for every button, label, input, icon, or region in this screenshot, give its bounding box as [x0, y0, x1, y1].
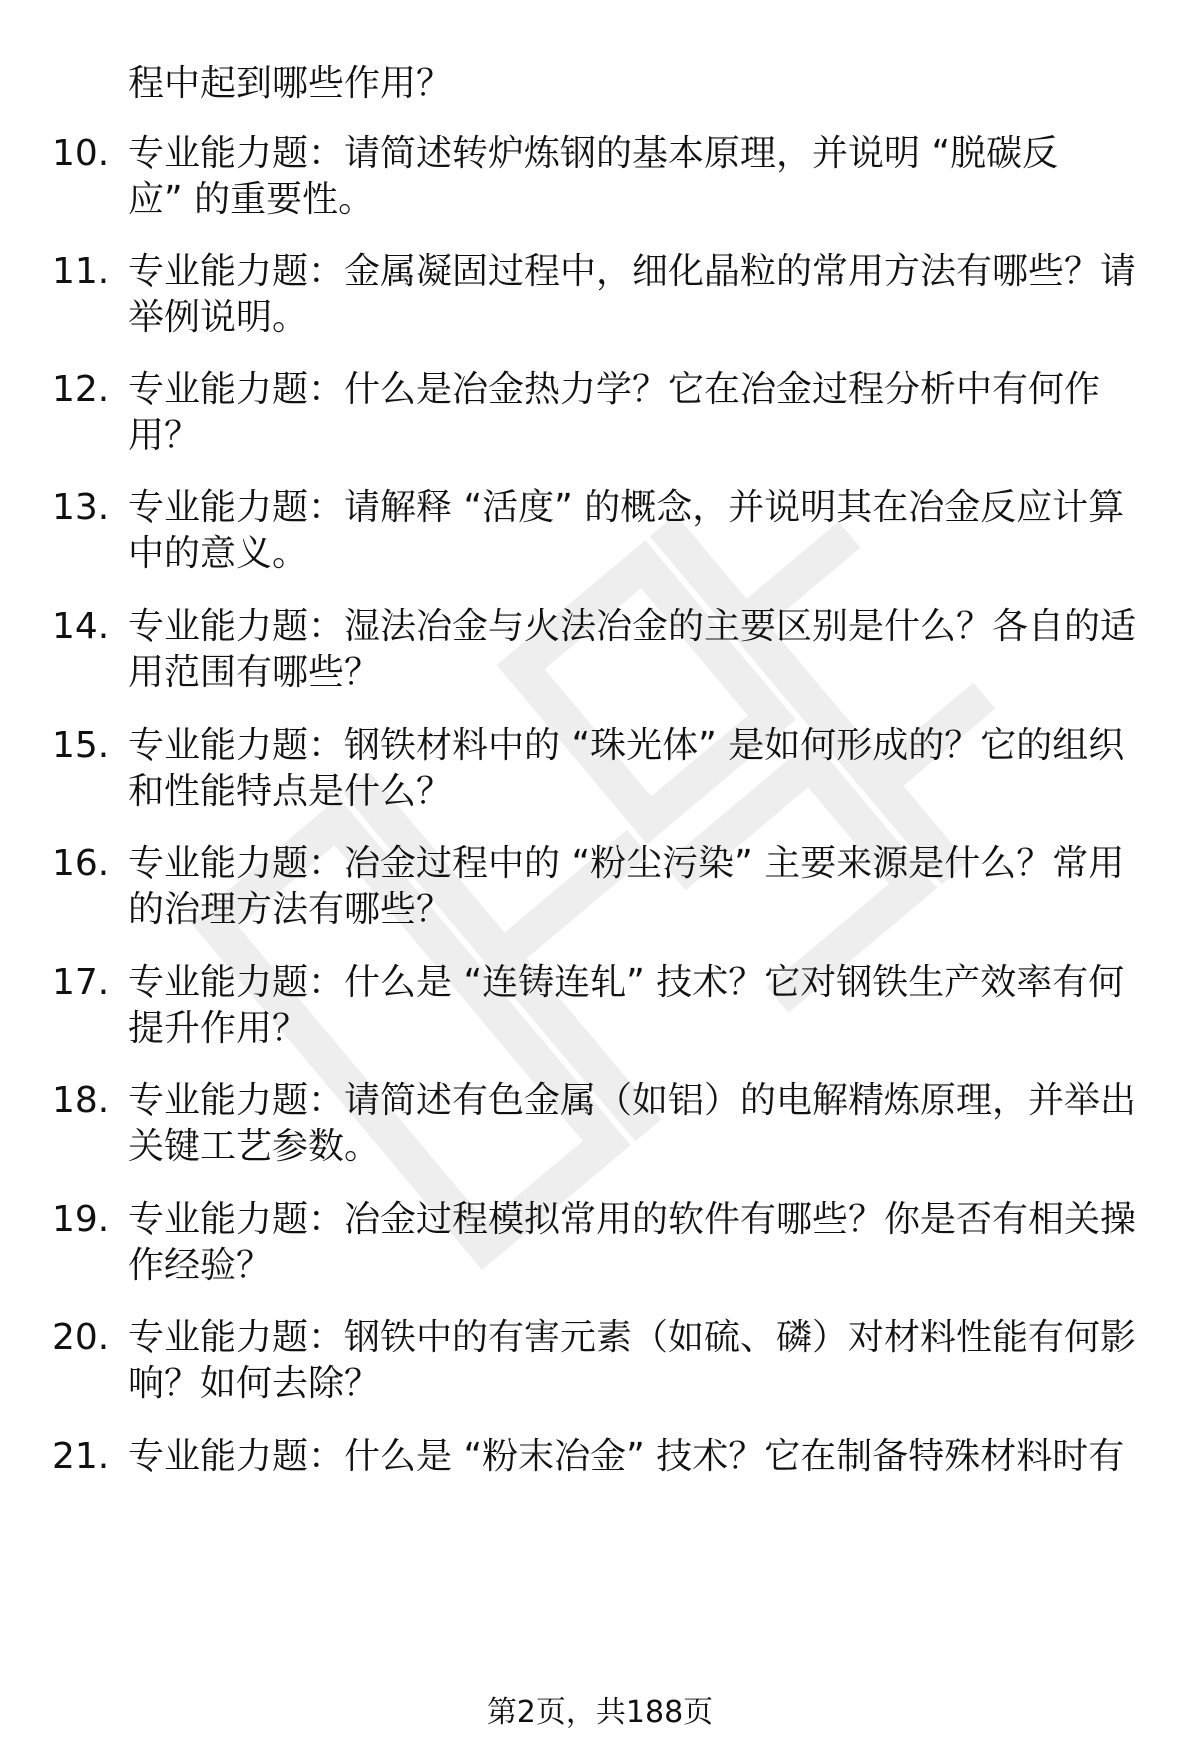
- item-text-line: 专业能力题：请简述转炉炼钢的基本原理，并说明 “脱碳反: [128, 133, 1059, 174]
- item-text-line: 专业能力题：金属凝固过程中，细化晶粒的常用方法有哪些？请: [128, 251, 1137, 292]
- item-text-line: 专业能力题：什么是 “粉末冶金” 技术？它在制备特殊材料时有: [128, 1436, 1125, 1477]
- item-number: 21.: [52, 1436, 110, 1477]
- item-text-line: 应” 的重要性。: [128, 179, 375, 220]
- continuation-text: 程中起到哪些作用？: [128, 63, 453, 104]
- item-number: 17.: [52, 962, 110, 1003]
- item-number: 18.: [52, 1080, 110, 1121]
- item-text-line: 专业能力题：什么是 “连铸连轧” 技术？它对钢铁生产效率有何: [128, 962, 1125, 1003]
- item-text-line: 提升作用？: [128, 1008, 309, 1049]
- item-text-line: 专业能力题：钢铁材料中的 “珠光体” 是如何形成的？它的组织: [128, 725, 1125, 766]
- item-text-line: 作经验？: [128, 1245, 273, 1286]
- item-number: 11.: [52, 251, 110, 292]
- item-number: 13.: [52, 487, 110, 528]
- page-footer: 第2页，共188页: [486, 1695, 714, 1730]
- item-text-line: 专业能力题：请解释 “活度” 的概念，并说明其在冶金反应计算: [128, 487, 1125, 528]
- item-text-line: 专业能力题：什么是冶金热力学？它在冶金过程分析中有何作: [128, 369, 1101, 410]
- item-number: 14.: [52, 606, 110, 647]
- item-text-line: 关键工艺参数。: [128, 1126, 381, 1167]
- item-text-line: 举例说明。: [128, 297, 309, 338]
- item-text-line: 中的意义。: [128, 533, 309, 574]
- item-number: 15.: [52, 725, 110, 766]
- item-text-line: 用范围有哪些？: [128, 652, 381, 693]
- item-text-line: 专业能力题：请简述有色金属（如铝）的电解精炼原理，并举出: [128, 1080, 1137, 1121]
- item-text-line: 和性能特点是什么？: [128, 771, 453, 812]
- item-text-line: 响？如何去除？: [128, 1363, 381, 1404]
- item-text-line: 用？: [128, 415, 201, 456]
- item-text-line: 专业能力题：钢铁中的有害元素（如硫、磷）对材料性能有何影: [128, 1317, 1137, 1358]
- item-text-line: 专业能力题：冶金过程模拟常用的软件有哪些？你是否有相关操: [128, 1199, 1137, 1240]
- item-number: 20.: [52, 1317, 110, 1358]
- item-number: 16.: [52, 843, 110, 884]
- item-number: 10.: [52, 133, 110, 174]
- item-number: 12.: [52, 369, 110, 410]
- item-number: 19.: [52, 1199, 110, 1240]
- item-text-line: 的治理方法有哪些？: [128, 889, 453, 930]
- item-text-line: 专业能力题：冶金过程中的 “粉尘污染” 主要来源是什么？常用: [128, 843, 1125, 884]
- item-text-line: 专业能力题：湿法冶金与火法冶金的主要区别是什么？各自的适: [128, 606, 1137, 647]
